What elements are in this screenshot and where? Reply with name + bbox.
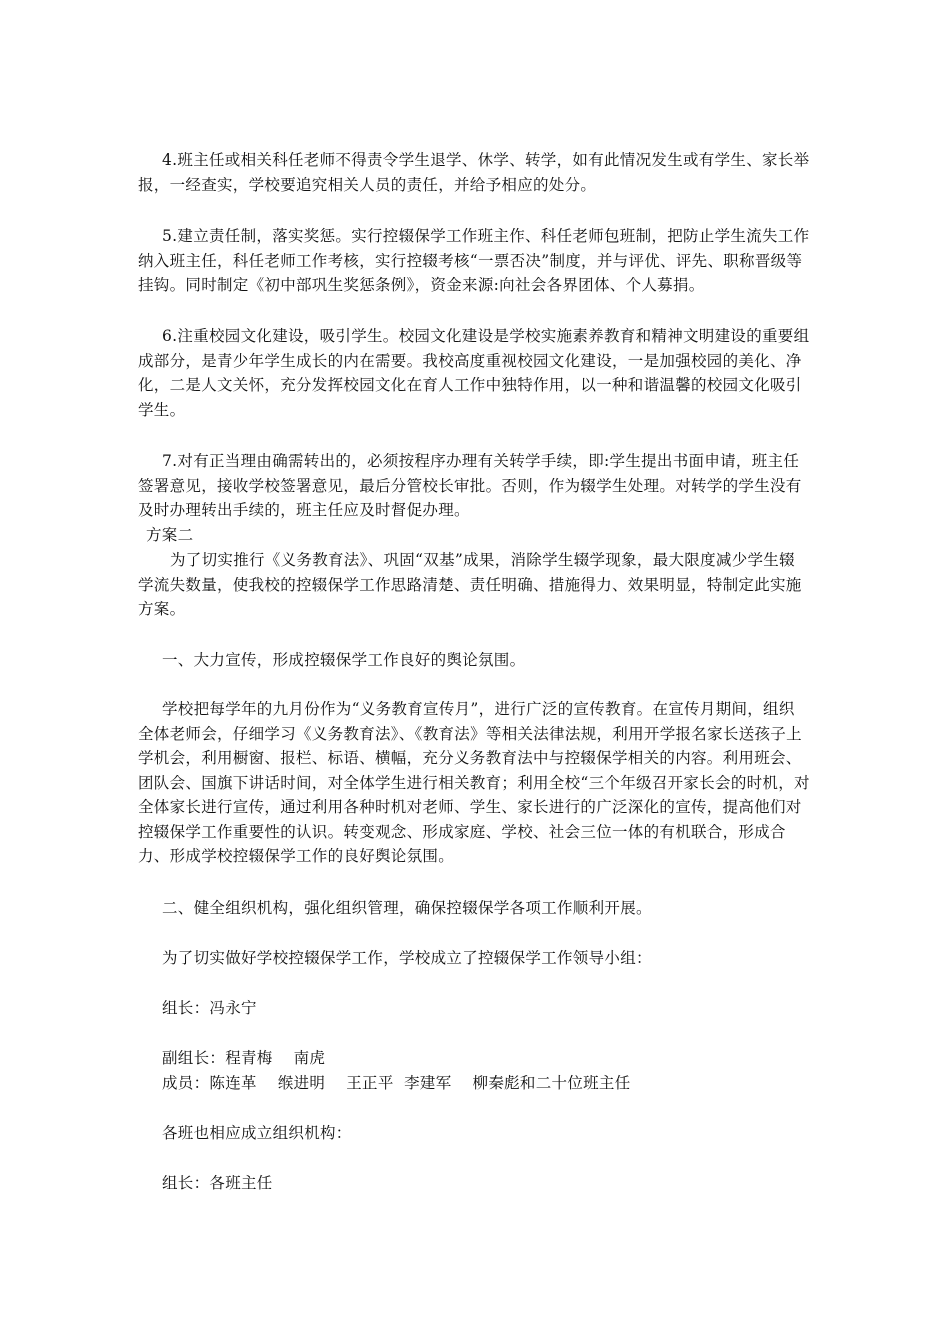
class-organization-note: 各班也相应成立组织机构： [162, 1124, 352, 1142]
paragraph-item-4: 4.班主任或相关科任老师不得责令学生退学、休学、转学，如有此情况发生或有学生、家长举报，一经查实，学校要追究相关人员的责任，并给予相应的处分。 [138, 151, 810, 194]
group-leader: 组长：冯永宁 [162, 999, 257, 1017]
heading-organization: 二、健全组织机构，强化组织管理，确保控辍保学各项工作顺利开展。 [162, 899, 652, 917]
class-group-leader: 组长：各班主任 [162, 1174, 273, 1192]
section-heading-plan-two: 方案二 [146, 526, 194, 544]
paragraph-item-5: 5.建立责任制，落实奖惩。实行控辍保学工作班主作、科任老师包班制，把防止学生流失工作纳入班主任，科任老师工作考核，实行控辍考核“一票否决”制度，并与评优、评先、职称晋级等挂钩。同时制定《初中部巩生奖惩条例》，资金来源:向社会各界团体、个人募捐。 [138, 227, 810, 294]
plan-two-intro: 为了切实推行《义务教育法》、巩固“双基”成果，消除学生辍学现象，最大限度减少学生辍学流失数量，使我校的控辍保学工作思路清楚、责任明确、措施得力、效果明显，特制定此实施方案。 [138, 551, 802, 618]
paragraph-publicity: 学校把每学年的九月份作为“义务教育宣传月”，进行广泛的宣传教育。在宣传月期间，组织全体老师会，仔细学习《义务教育法》、《教育法》等相关法律法规，利用开学报名家长送孩子上学机会，利用橱窗、报栏、标语、横幅，充分义务教育法中与控辍保学相关的内容。利用班会、团队会、国旗下讲话时间，对全体学生进行相关教育；利用全校“三个年级召开家长会的时机，对全体家长进行宣传，通过利用各种时机对老师、学生、家长进行的广泛深化的宣传，提高他们对控辍保学工作重要性的认识。转变观念、形成家庭、学校、社会三位一体的有机联合，形成合力、形成学校控辍保学工作的良好舆论氛围。 [138, 700, 810, 865]
paragraph-item-7: 7.对有正当理由确需转出的，必须按程序办理有关转学手续，即:学生提出书面申请，班主任签署意见，接收学校签署意见，最后分管校长审批。否则，作为辍学生处理。对转学的学生没有及时办理转出手续的，班主任应及时督促办理。 [138, 452, 802, 519]
paragraph-item-6: 6.注重校园文化建设，吸引学生。校园文化建设是学校实施素养教育和精神文明建设的重要组成部分，是青少年学生成长的内在需要。我校高度重视校园文化建设，一是加强校园的美化、净化，二是人文关怀，充分发挥校园文化在育人工作中独特作用，以一种和谐温馨的校园文化吸引学生。 [138, 327, 810, 419]
deputy-group-leader: 副组长：程青梅 南虎 [162, 1049, 326, 1067]
heading-publicity: 一、大力宣传，形成控辍保学工作良好的舆论氛围。 [162, 651, 526, 669]
paragraph-leadership-group: 为了切实做好学校控辍保学工作，学校成立了控辍保学工作领导小组： [162, 949, 652, 967]
group-members: 成员：陈连革 缑进明 王正平 李建军 柳秦彪和二十位班主任 [162, 1074, 631, 1092]
